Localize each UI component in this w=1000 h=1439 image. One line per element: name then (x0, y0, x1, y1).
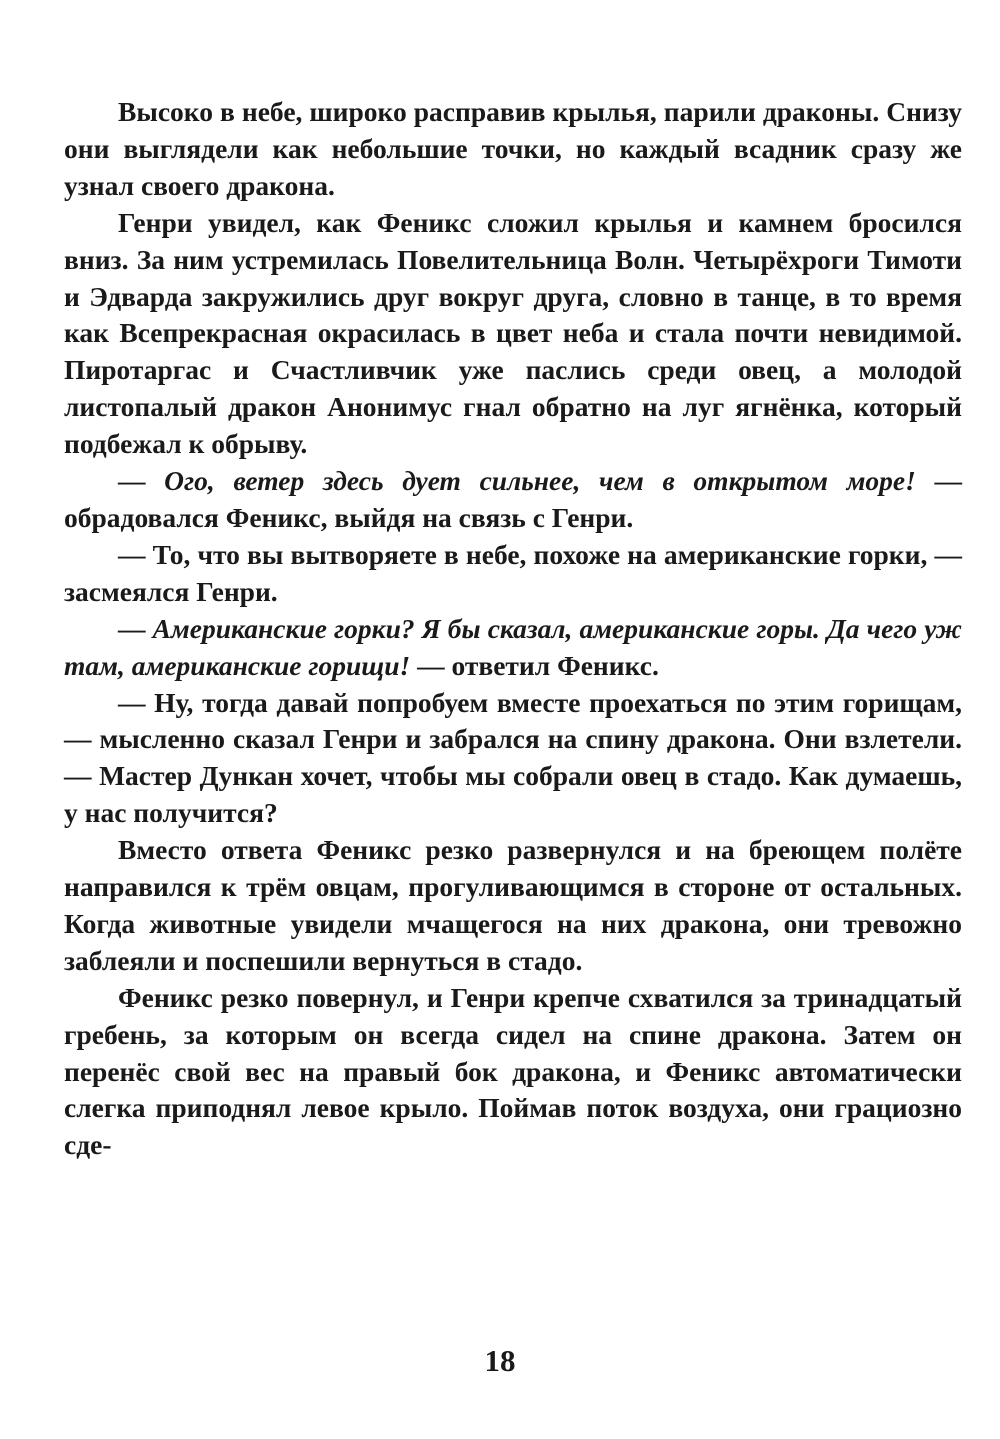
dialogue-dash: — (118, 612, 153, 644)
paragraph (64, 832, 962, 980)
paragraph-text: Генри увидел, как Феникс сложил крылья и камнем бросился вниз. За ним устремилась Повелительница Волн. Четырёхроги Тимоти и Эдварда закружились друг вокруг друга, словно в танце, в то время как Всепрекрасная окрасилась в цвет неба и стала почти невидимой. Пиротаргас и Счастливчик уже паслись среди овец, а молодой листопалый дракон Анонимус гнал обратно на луг ягнёнка, который подбежал к обрыву. (64, 206, 962, 460)
italic-speech: Ого, ветер здесь дует сильнее, чем в открытом море! (164, 465, 916, 497)
paragraph-text: — ответил Феникс. (410, 649, 659, 681)
dialogue-paragraph (64, 685, 962, 833)
paragraph-text: — обрадовался Феникс, выйдя на связь с Генри. (64, 465, 962, 533)
dialogue-paragraph (64, 537, 962, 611)
italic-speech: Американские горки? Я бы сказал, американские горы. Да чего уж там, американские горищи! (64, 612, 962, 681)
paragraph-text: Высоко в небе, широко расправив крылья, парили драконы. Снизу они выглядели как небольшие точки, но каждый всадник сразу же узнал своего дракона. (64, 96, 962, 201)
dialogue-dash: — (118, 465, 165, 497)
page-body-text (64, 94, 962, 1164)
paragraph (64, 94, 962, 205)
dialogue-paragraph (64, 463, 962, 537)
paragraph-text: — Ну, тогда давай попробуем вместе проехаться по этим горищам, — мысленно сказал Генри и забрался на спину дракона. Они взлетели. — Мастер Дункан хочет, чтобы мы собрали овец в стадо. Как думаешь, у нас получится? (64, 686, 962, 829)
paragraph (64, 980, 962, 1165)
paragraph-text: — То, что вы вытворяете в небе, похоже на американские горки, — засмеялся Генри. (64, 538, 962, 607)
paragraph-text: Феникс резко повернул, и Генри крепче схватился за тринадцатый гребень, за которым он всегда сидел на спине дракона. Затем он перенёс свой вес на правый бок дракона, и Феникс автоматически слегка приподнял левое крыло. Поймав поток воздуха, они грациозно сде- (64, 981, 962, 1161)
page-number: 18 (484, 1343, 516, 1378)
dialogue-paragraph (64, 611, 962, 685)
paragraph-text: Вместо ответа Феникс резко развернулся и на бреющем полёте направился к трём овцам, прогуливающимся в стороне от остальных. Когда животные увидели мчащегося на них дракона, они тревожно заблеяли и поспешили вернуться в стадо. (64, 834, 962, 976)
paragraph (64, 205, 962, 463)
